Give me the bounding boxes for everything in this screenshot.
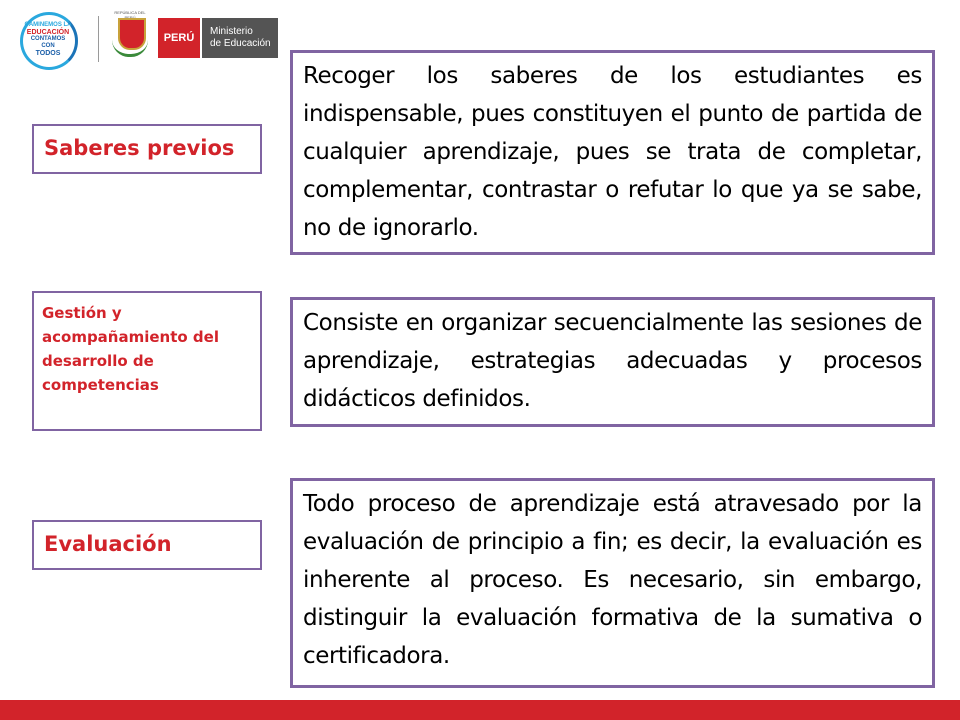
ministry-line2: de Educación — [210, 38, 271, 49]
shield-caption: REPÚBLICA DEL — [114, 10, 146, 15]
logo-divider — [98, 16, 99, 62]
ministry-line1: Ministerio — [210, 26, 253, 37]
ministry-badge — [202, 18, 278, 58]
campaign-logo — [18, 10, 78, 70]
footer-bar — [0, 700, 960, 720]
description-evaluacion: Todo proceso de aprendizaje está atravesado por la evaluación de principio a fin; es decir, la evaluación es inherente al proceso. Es necesario, sin embargo, distinguir la evaluación formativa de la sumativa o certificadora. — [290, 478, 935, 688]
campaign-logo-line4: TODOS — [35, 50, 61, 57]
campaign-logo-line3: CONTAMOS CON — [30, 36, 66, 49]
label-evaluacion: Evaluación — [32, 520, 262, 570]
description-saberes-previos: Recoger los saberes de los estudiantes es indispensable, pues constituyen el punto de partida de cualquier aprendizaje, pues se trata de completar, complementar, contrastar o refutar lo que ya se sabe, no de ignorarlo. — [290, 50, 935, 255]
label-saberes-previos: Saberes previos — [32, 124, 262, 174]
description-gestion-acompanamiento: Consiste en organizar secuencialmente las sesiones de aprendizaje, estrategias adecuadas y procesos didácticos definidos. — [290, 297, 935, 427]
national-shield-icon — [110, 10, 150, 62]
peru-badge: PERÚ — [158, 18, 200, 58]
campaign-logo-text — [24, 22, 72, 57]
campaign-logo-line2: EDUCACIÓN — [26, 29, 70, 36]
header-logos — [18, 10, 278, 70]
label-gestion-acompanamiento: Gestión y acompañamiento del desarrollo de competencias — [32, 291, 262, 431]
campaign-logo-line1: CAMINEMOS LA — [24, 22, 72, 28]
shield-wreath — [112, 40, 148, 57]
